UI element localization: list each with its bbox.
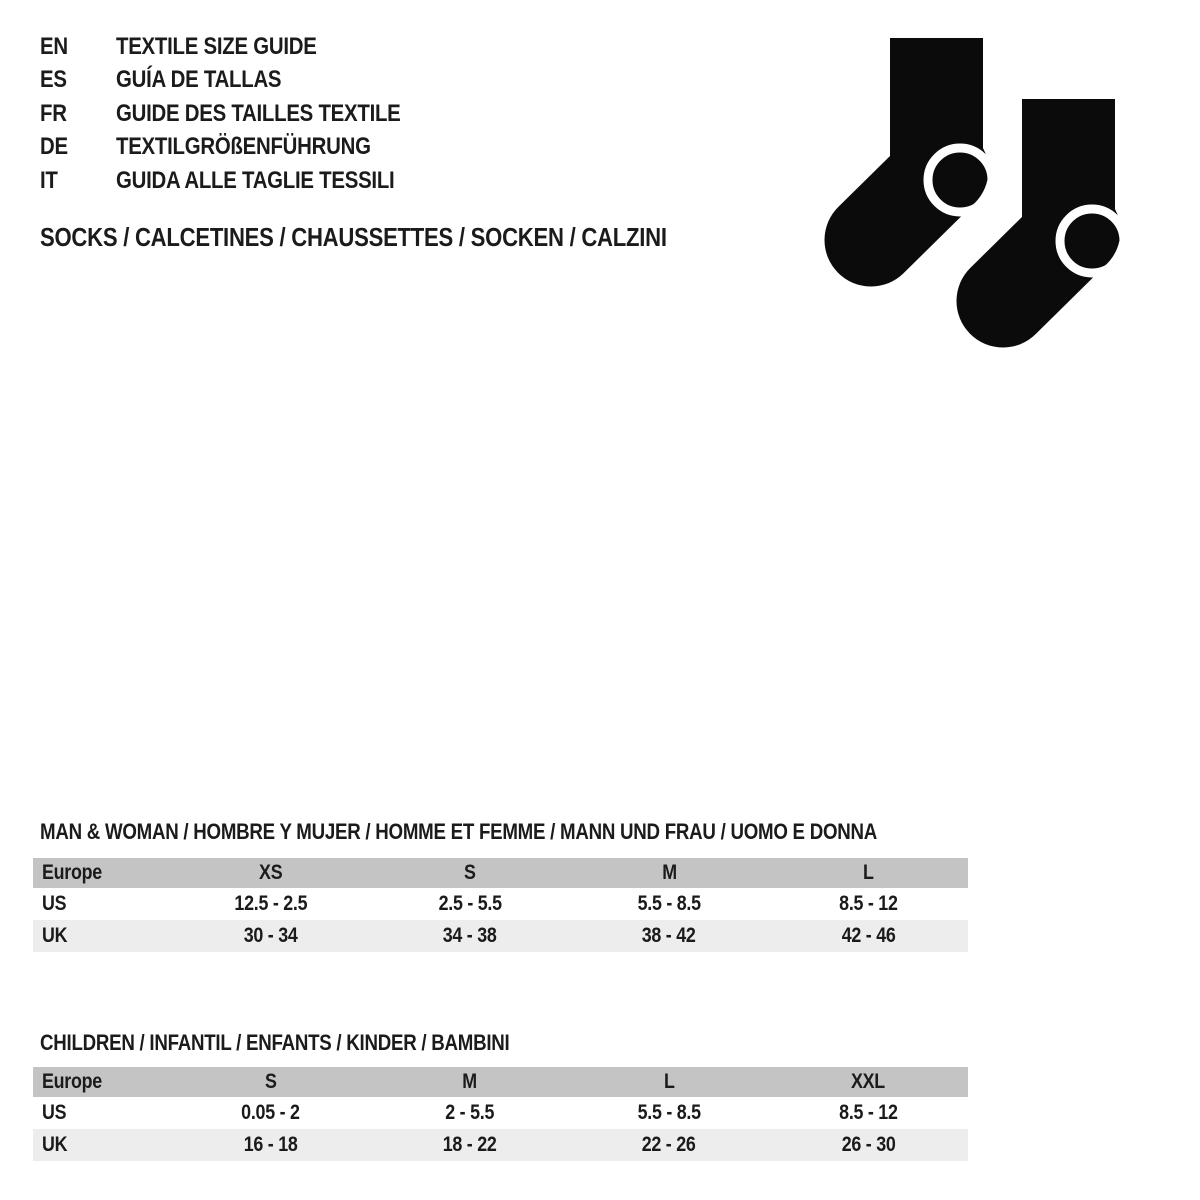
table-children (33, 1067, 968, 1161)
column-header-xxl: XXL (851, 1070, 886, 1093)
size-value: 16 - 18 (243, 1133, 298, 1156)
table-title-text: CHILDREN / INFANTIL / ENFANTS / KINDER / BAMBINI (40, 1030, 510, 1055)
table-row-uk (33, 1129, 968, 1161)
language-code: ES (40, 66, 67, 94)
size-table-adults (33, 820, 968, 952)
size-value: 22 - 26 (642, 1133, 697, 1156)
language-label: GUÍA DE TALLAS (116, 66, 282, 94)
column-header-l: L (663, 1070, 675, 1093)
table-row-us (33, 888, 968, 920)
column-header-s: S (264, 1070, 277, 1093)
column-header-s: S (464, 861, 476, 884)
table-header-row (33, 1067, 968, 1097)
size-value: 42 - 46 (841, 924, 896, 947)
size-value: 34 - 38 (442, 924, 497, 947)
language-row-es (40, 64, 451, 98)
language-code: IT (40, 166, 58, 194)
table-header-row (33, 858, 968, 888)
column-header-m: M (462, 1070, 478, 1093)
language-row-fr (40, 97, 451, 131)
language-row-de (40, 131, 451, 165)
language-label: TEXTILE SIZE GUIDE (116, 32, 317, 60)
column-header-europe: Europe (42, 861, 102, 884)
size-value: 5.5 - 8.5 (637, 892, 701, 915)
language-list (40, 30, 451, 198)
language-code: EN (40, 32, 68, 60)
size-value: 5.5 - 8.5 (637, 1101, 701, 1124)
table-title-adults (33, 820, 968, 844)
language-label: GUIDE DES TAILLES TEXTILE (116, 99, 401, 127)
size-value: 2.5 - 5.5 (438, 892, 502, 915)
sock-right (1003, 99, 1124, 301)
size-table-children (33, 1031, 968, 1161)
product-category-title (40, 221, 777, 253)
row-label-us: US (42, 892, 67, 915)
language-label: GUIDA ALLE TAGLIE TESSILI (116, 166, 395, 194)
column-header-l: L (863, 861, 874, 884)
language-code: DE (40, 133, 68, 161)
size-value: 12.5 - 2.5 (234, 892, 308, 915)
row-label-uk: UK (42, 1133, 68, 1156)
sock-left (871, 38, 992, 240)
row-label-us: US (42, 1101, 67, 1124)
size-value: 2 - 5.5 (445, 1101, 495, 1124)
product-category-text: SOCKS / CALCETINES / CHAUSSETTES / SOCKEN / CALZINI (40, 221, 667, 252)
socks-icon (790, 20, 1150, 360)
size-value: 26 - 30 (841, 1133, 896, 1156)
table-title-children (33, 1031, 968, 1055)
size-value: 8.5 - 12 (839, 892, 898, 915)
column-header-europe: Europe (42, 1070, 102, 1093)
size-value: 38 - 42 (642, 924, 697, 947)
language-label: TEXTILGRÖßENFÜHRUNG (116, 133, 371, 161)
language-row-it (40, 164, 451, 198)
table-title-text: MAN & WOMAN / HOMBRE Y MUJER / HOMME ET FEMME / MANN UND FRAU / UOMO E DONNA (40, 819, 878, 844)
size-value: 8.5 - 12 (839, 1101, 898, 1124)
size-value: 0.05 - 2 (241, 1101, 300, 1124)
size-value: 18 - 22 (442, 1133, 497, 1156)
table-row-us (33, 1097, 968, 1129)
column-header-xs: XS (258, 861, 283, 884)
language-code: FR (40, 99, 67, 127)
column-header-m: M (661, 861, 677, 884)
table-row-uk (33, 920, 968, 952)
language-row-en (40, 30, 451, 64)
size-value: 30 - 34 (243, 924, 298, 947)
table-adults (33, 858, 968, 952)
row-label-uk: UK (42, 924, 68, 947)
